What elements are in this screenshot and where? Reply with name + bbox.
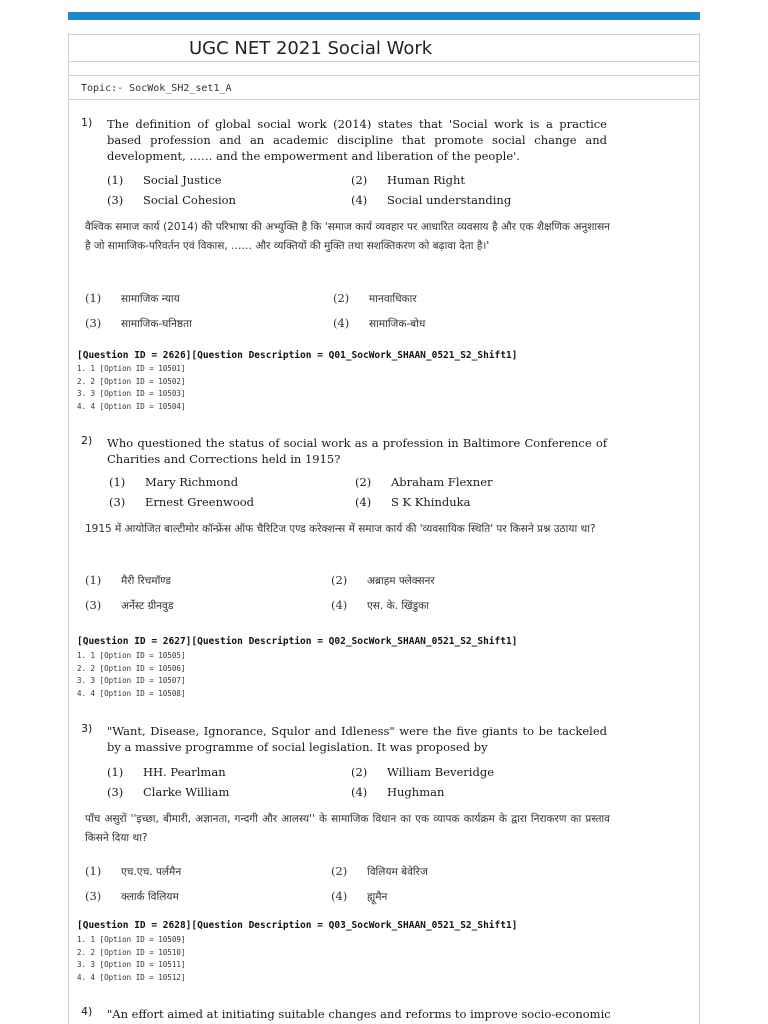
question-text: Who questioned the status of social work as a profession in Baltimore Conference of Charities and Corrections held in 1915? bbox=[107, 436, 607, 466]
option-1: (1) Mary Richmond bbox=[109, 475, 239, 489]
option-3: (3) Clarke William bbox=[107, 785, 230, 799]
hindi-question-text: वैश्विक समाज कार्य (2014) की परिभाषा की अभ्युक्ति है कि 'समाज कार्य व्यवहार पर आधारित व्यवसाय है और एक शैक्षणिक अनुशासन है जो सामाजिक-परिवर्तन एवं विकास, …… और व्यक्तियों की मुक्ति तथा सशक्तिकरण को बढ़ावा देता है।' bbox=[85, 221, 610, 252]
title-row bbox=[69, 34, 699, 62]
question-id-line: [Question ID = 2627][Question Description = Q02_SocWork_SHAAN_0521_S2_Shift1] bbox=[77, 636, 518, 647]
option-id-item: 1. 1 [Option ID = 10509] bbox=[77, 935, 186, 944]
option-id-item: 3. 3 [Option ID = 10507] bbox=[77, 676, 186, 685]
option-4: (4) Social understanding bbox=[351, 193, 512, 207]
option-1: (1) Social Justice bbox=[107, 173, 222, 187]
question-id-line: [Question ID = 2628][Question Description = Q03_SocWork_SHAAN_0521_S2_Shift1] bbox=[77, 920, 518, 931]
question-number: 3) bbox=[81, 722, 93, 735]
option-3: (3) Social Cohesion bbox=[107, 193, 236, 207]
hindi-option-4: (4) सामाजिक-बोध bbox=[333, 316, 426, 330]
topic-label: Topic:- SocWok_SH2_set1_A bbox=[81, 83, 232, 94]
hindi-option-1: (1) सामाजिक न्याय bbox=[85, 291, 180, 305]
page-title: UGC NET 2021 Social Work bbox=[189, 38, 433, 59]
hindi-question-text: 1915 में आयोजित बाल्टीमोर कॉन्फ्रेंस ऑफ चैरिटिज एण्ड करेक्शन्स में समाज कार्य की 'व्यवसायिक स्थिति' पर किसने प्रश्न उठाया था? bbox=[85, 523, 596, 535]
option-3: (3) Ernest Greenwood bbox=[109, 495, 255, 509]
option-id-item: 4. 4 [Option ID = 10508] bbox=[77, 688, 186, 698]
option-4: (4) Hughman bbox=[351, 785, 445, 799]
option-2: (2) Human Right bbox=[351, 173, 465, 187]
option-id-list bbox=[77, 934, 185, 984]
topic-row bbox=[69, 76, 699, 100]
hindi-question-text: पाँच असुरों ''इच्छा, बीमारी, अज्ञानता, गन्दगी और आलस्य'' के सामाजिक विधान का एक व्यापक कार्यक्रम के द्वारा निराकरण का प्रस्ताव किसने दिया था? bbox=[85, 813, 610, 844]
spacer-row bbox=[69, 62, 699, 76]
hindi-option-4: (4) ह्यूमैन bbox=[331, 889, 388, 903]
question-number: 2) bbox=[81, 434, 93, 447]
option-id-item: 3. 3 [Option ID = 10511] bbox=[77, 960, 186, 969]
option-id-item: 1. 1 [Option ID = 10501] bbox=[77, 364, 186, 373]
hindi-option-1: (1) मैरी रिचमॉण्ड bbox=[85, 573, 171, 587]
option-id-list bbox=[77, 650, 185, 700]
document-page bbox=[68, 34, 700, 1024]
option-id-item: 4. 4 [Option ID = 10512] bbox=[77, 972, 186, 982]
question-id-line: [Question ID = 2626][Question Description = Q01_SocWork_SHAAN_0521_S2_Shift1] bbox=[77, 350, 518, 361]
option-1: (1) HH. Pearlman bbox=[107, 765, 226, 779]
option-2: (2) William Beveridge bbox=[351, 765, 495, 779]
question-text: The definition of global social work (2014) states that 'Social work is a practice based profession and an academic discipline that promote social change and development, …… and the empowerment and liberation of the people'. bbox=[107, 117, 607, 163]
question-text: "Want, Disease, Ignorance, Squlor and Idleness" were the five giants to be tackeled by a massive programme of social legislation. It was proposed by bbox=[107, 724, 607, 754]
hindi-option-2: (2) विलियम बेवेरिज bbox=[331, 864, 428, 878]
question-number: 4) bbox=[81, 1005, 93, 1018]
hindi-option-3: (3) अर्नेस्ट ग्रीनवुड bbox=[85, 598, 174, 612]
option-id-item: 4. 4 [Option ID = 10504] bbox=[77, 401, 186, 411]
hindi-option-1: (1) एच.एच. पर्लमैन bbox=[85, 864, 182, 878]
hindi-option-3: (3) क्लार्क विलियम bbox=[85, 889, 179, 903]
option-id-item: 3. 3 [Option ID = 10503] bbox=[77, 389, 186, 398]
hindi-option-4: (4) एस. के. खिंडुका bbox=[331, 598, 430, 612]
hindi-option-3: (3) सामाजिक-घनिष्ठता bbox=[85, 316, 192, 330]
top-accent-bar bbox=[68, 12, 700, 20]
question-text: "An effort aimed at initiating suitable changes and reforms to improve socio-economic bbox=[107, 1007, 611, 1021]
option-4: (4) S K Khinduka bbox=[355, 495, 471, 509]
option-2: (2) Abraham Flexner bbox=[355, 475, 493, 489]
hindi-option-2: (2) अब्राहम फ्लेक्सनर bbox=[331, 573, 435, 587]
question-number: 1) bbox=[81, 116, 93, 129]
option-id-item: 2. 2 [Option ID = 10510] bbox=[77, 947, 186, 957]
option-id-list bbox=[77, 363, 185, 413]
option-id-item: 2. 2 [Option ID = 10502] bbox=[77, 376, 186, 386]
option-id-item: 2. 2 [Option ID = 10506] bbox=[77, 663, 186, 673]
hindi-option-2: (2) मानवाधिकार bbox=[333, 291, 417, 305]
option-id-item: 1. 1 [Option ID = 10505] bbox=[77, 651, 186, 660]
